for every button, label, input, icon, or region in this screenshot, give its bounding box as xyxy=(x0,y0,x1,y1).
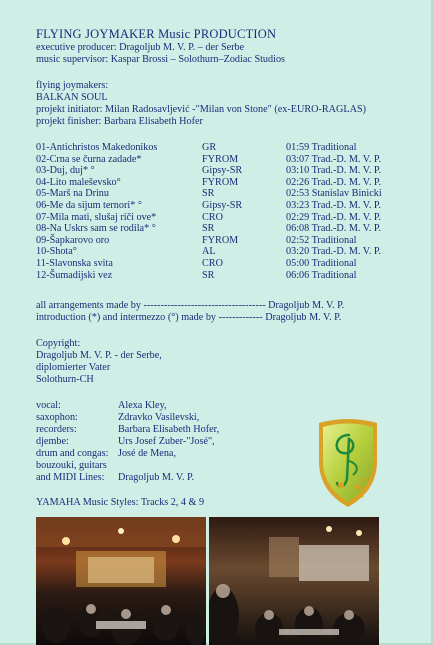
track-duration-composer: 05:00 Traditional xyxy=(286,258,357,269)
track-duration-composer: 01:59 Traditional xyxy=(286,142,357,153)
musician-role: bouzouki, guitars xyxy=(36,460,107,471)
copyright-location: Solothurn-CH xyxy=(36,374,94,385)
track-row xyxy=(36,200,416,212)
track-title: 09-Šapkarovo oro xyxy=(36,234,110,246)
musician-name: José de Mena, xyxy=(118,448,176,459)
track-title: 04-Lito maleševsko° xyxy=(36,176,121,188)
track-row xyxy=(36,154,416,166)
track-row xyxy=(36,142,416,154)
track-title: 11-Slavonska svita xyxy=(36,258,113,269)
track-country: GR xyxy=(202,142,217,153)
track-title: 02-Crna se čurna zadade* xyxy=(36,153,142,165)
track-row xyxy=(36,258,416,270)
track-row xyxy=(36,212,416,224)
musician-role: djembe: xyxy=(36,436,69,447)
track-row xyxy=(36,235,416,247)
track-row xyxy=(36,188,416,200)
music-supervisor-line: music supervisor: Kaspar Brossi – Solothurn–Zodiac Studios xyxy=(36,54,286,65)
track-country: FYROM xyxy=(202,176,239,188)
musician-name: Urs Josef Zuber-"José", xyxy=(118,436,215,447)
track-duration-composer: 03:07 Trad.-D. M. V. P. xyxy=(286,153,382,165)
project-finisher-line: projekt finisher: Barbara Elisabeth Hofer xyxy=(36,116,203,127)
musician-role: and MIDI Lines: xyxy=(36,472,105,483)
track-title: 12-Šumadijski vez xyxy=(36,269,113,281)
track-title: 03-Duj, duj* ° xyxy=(36,165,95,177)
executive-producer-line: executive producer: Dragoljub M. V. P. – der Serbe xyxy=(36,42,245,53)
track-title: 08-Na Uskrs sam se rodila* ° xyxy=(36,223,156,235)
musician-name: Zdravko Vasilevski, xyxy=(118,412,200,423)
musician-name: Dragoljub M. V. P. xyxy=(118,472,195,483)
track-duration-composer: 02:52 Traditional xyxy=(286,234,357,246)
track-title: 06-Me da sijum ternori* ° xyxy=(36,200,142,211)
track-duration-composer: 06:08 Trad.-D. M. V. P. xyxy=(286,223,382,235)
track-title: 01-Antichristos Makedonikos xyxy=(36,142,158,153)
copyright-label: Copyright: xyxy=(36,338,81,349)
musician-role: saxophon: xyxy=(36,412,78,423)
musician-role: vocal: xyxy=(36,400,61,411)
track-row xyxy=(36,270,416,282)
track-duration-composer: 03:23 Trad.-D. M. V. P. xyxy=(286,200,382,211)
track-duration-composer: 03:20 Trad.-D. M. V. P. xyxy=(286,246,382,258)
intro-intermezzo-credit: introduction (*) and intermezzo (°) made by ------------- Dragoljub M. V. P. xyxy=(36,312,342,323)
project-initiator-line: projekt initiator: Milan Radosavljević -"Milan von Stone" (ex-EURO-RAGLAS) xyxy=(36,104,367,115)
musician-name: Barbara Elisabeth Hofer, xyxy=(118,424,220,435)
track-country: FYROM xyxy=(202,153,239,165)
musician-role: drum and congas: xyxy=(36,448,109,459)
concert-hall-photo xyxy=(36,517,206,645)
track-country: SR xyxy=(202,188,215,200)
track-row xyxy=(36,223,416,235)
track-duration-composer: 03:10 Trad.-D. M. V. P. xyxy=(286,165,382,177)
arrangements-credit: all arrangements made by ------------------------------------ Dragoljub M. V. P. xyxy=(36,300,345,311)
track-duration-composer: 06:06 Traditional xyxy=(286,269,357,281)
audience-photo xyxy=(209,517,379,645)
track-duration-composer: 02:26 Trad.-D. M. V. P. xyxy=(286,176,382,188)
artist-label: flying joymakers: xyxy=(36,80,109,91)
track-title: 05-Marš na Drinu xyxy=(36,188,109,200)
musician-role: recorders: xyxy=(36,424,77,435)
track-country: Gipsy-SR xyxy=(202,200,243,211)
album-name: BALKAN SOUL xyxy=(36,92,108,103)
yamaha-note: YAMAHA Music Styles: Tracks 2, 4 & 9 xyxy=(36,497,205,508)
track-country: SR xyxy=(202,223,215,235)
track-row xyxy=(36,165,416,177)
shield-emblem-icon xyxy=(313,417,383,509)
track-title: 10-Shota° xyxy=(36,246,77,258)
track-country: CRO xyxy=(202,258,223,269)
track-country: SR xyxy=(202,269,215,281)
copyright-holder: Dragoljub M. V. P. - der Serbe, xyxy=(36,350,162,361)
track-duration-composer: 02:53 Stanislav Binicki xyxy=(286,188,382,200)
musician-name: Alexa Kley, xyxy=(118,400,167,411)
track-country: CRO xyxy=(202,211,223,223)
track-country: Gipsy-SR xyxy=(202,165,243,177)
track-country: FYROM xyxy=(202,234,239,246)
copyright-title: diplomierter Vater xyxy=(36,362,111,373)
track-row xyxy=(36,246,416,258)
track-duration-composer: 02:29 Trad.-D. M. V. P. xyxy=(286,211,382,223)
track-row xyxy=(36,177,416,189)
track-title: 07-Mila mati, slušaj riči ove* xyxy=(36,211,157,223)
production-title: FLYING JOYMAKER Music PRODUCTION xyxy=(36,27,277,41)
track-country: AL xyxy=(202,246,216,258)
